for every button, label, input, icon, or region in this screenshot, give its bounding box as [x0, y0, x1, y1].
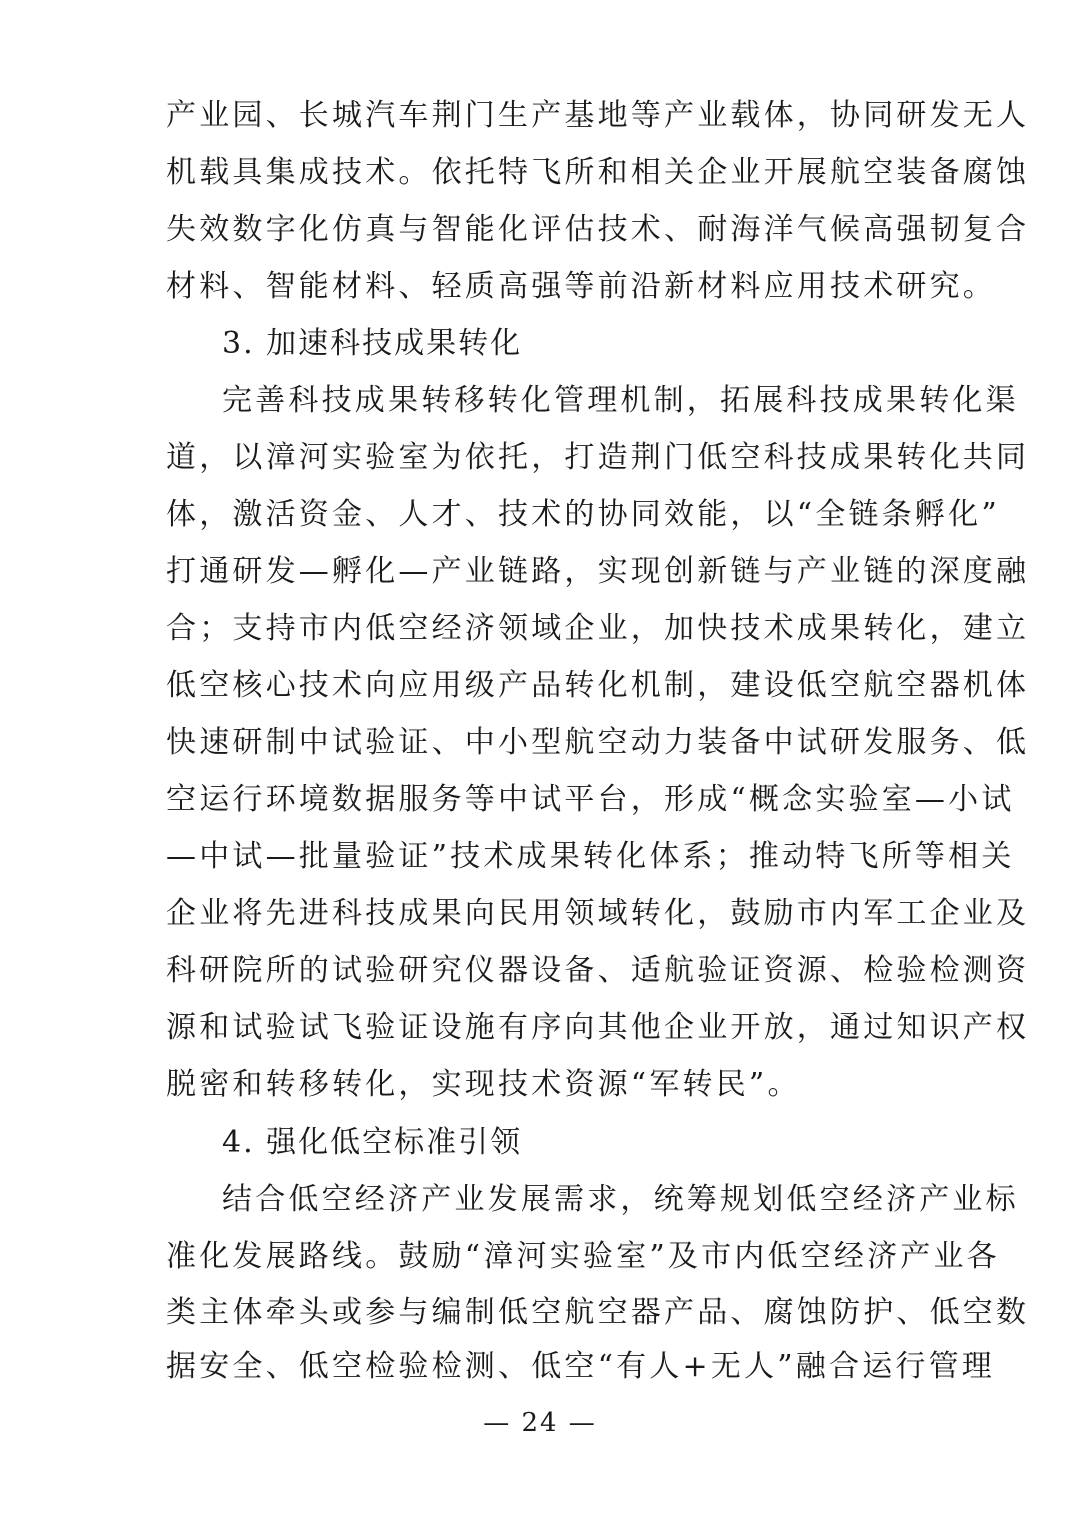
body-text-line: 产业园、长城汽车荆门生产基地等产业载体，协同研发无人 [166, 98, 1030, 133]
page-number: — 24 — [483, 1408, 597, 1438]
body-text-line: 低空核心技术向应用级产品转化机制，建设低空航空器机体 [166, 668, 1030, 703]
body-text-line: —中试—批量验证”技术成果转化体系；推动特飞所等相关 [166, 839, 1015, 874]
body-text-line: 合；支持市内低空经济领域企业，加快技术成果转化，建立 [166, 611, 1030, 646]
paragraph-first-line: 完善科技成果转移转化管理机制，拓展科技成果转化渠 [222, 383, 1019, 418]
body-text-line: 体，激活资金、人才、技术的协同效能，以“全链条孵化” [166, 497, 1000, 532]
body-text-line: 据安全、低空检验检测、低空“有人+无人”融合运行管理 [166, 1349, 996, 1384]
body-text-line: 失效数字化仿真与智能化评估技术、耐海洋气候高强韧复合 [166, 212, 1030, 247]
body-text-line: 源和试验试飞验证设施有序向其他企业开放，通过知识产权 [166, 1010, 1030, 1045]
body-text-line: 企业将先进科技成果向民用领域转化，鼓励市内军工企业及 [166, 896, 1030, 931]
body-text-line: 机载具集成技术。依托特飞所和相关企业开展航空装备腐蚀 [166, 155, 1030, 190]
body-text-line: 道，以漳河实验室为依托，打造荆门低空科技成果转化共同 [166, 440, 1030, 475]
body-text-line: 类主体牵头或参与编制低空航空器产品、腐蚀防护、低空数 [166, 1295, 1030, 1330]
body-text-line: 脱密和转移转化，实现技术资源“军转民”。 [166, 1067, 801, 1102]
body-text-line: 准化发展路线。鼓励“漳河实验室”及市内低空经济产业各 [166, 1239, 1000, 1274]
paragraph-first-line: 结合低空经济产业发展需求，统筹规划低空经济产业标 [222, 1182, 1019, 1217]
section-heading-4: 4. 强化低空标准引领 [222, 1125, 523, 1160]
body-text-line: 快速研制中试验证、中小型航空动力装备中试研发服务、低 [166, 725, 1030, 760]
body-text-line: 材料、智能材料、轻质高强等前沿新材料应用技术研究。 [166, 269, 996, 304]
section-heading-3: 3. 加速科技成果转化 [222, 326, 523, 361]
body-text-line: 打通研发—孵化—产业链路，实现创新链与产业链的深度融 [166, 554, 1030, 589]
body-text-line: 科研院所的试验研究仪器设备、适航验证资源、检验检测资 [166, 953, 1030, 988]
body-text-line: 空运行环境数据服务等中试平台，形成“概念实验室—小试 [166, 782, 1015, 817]
